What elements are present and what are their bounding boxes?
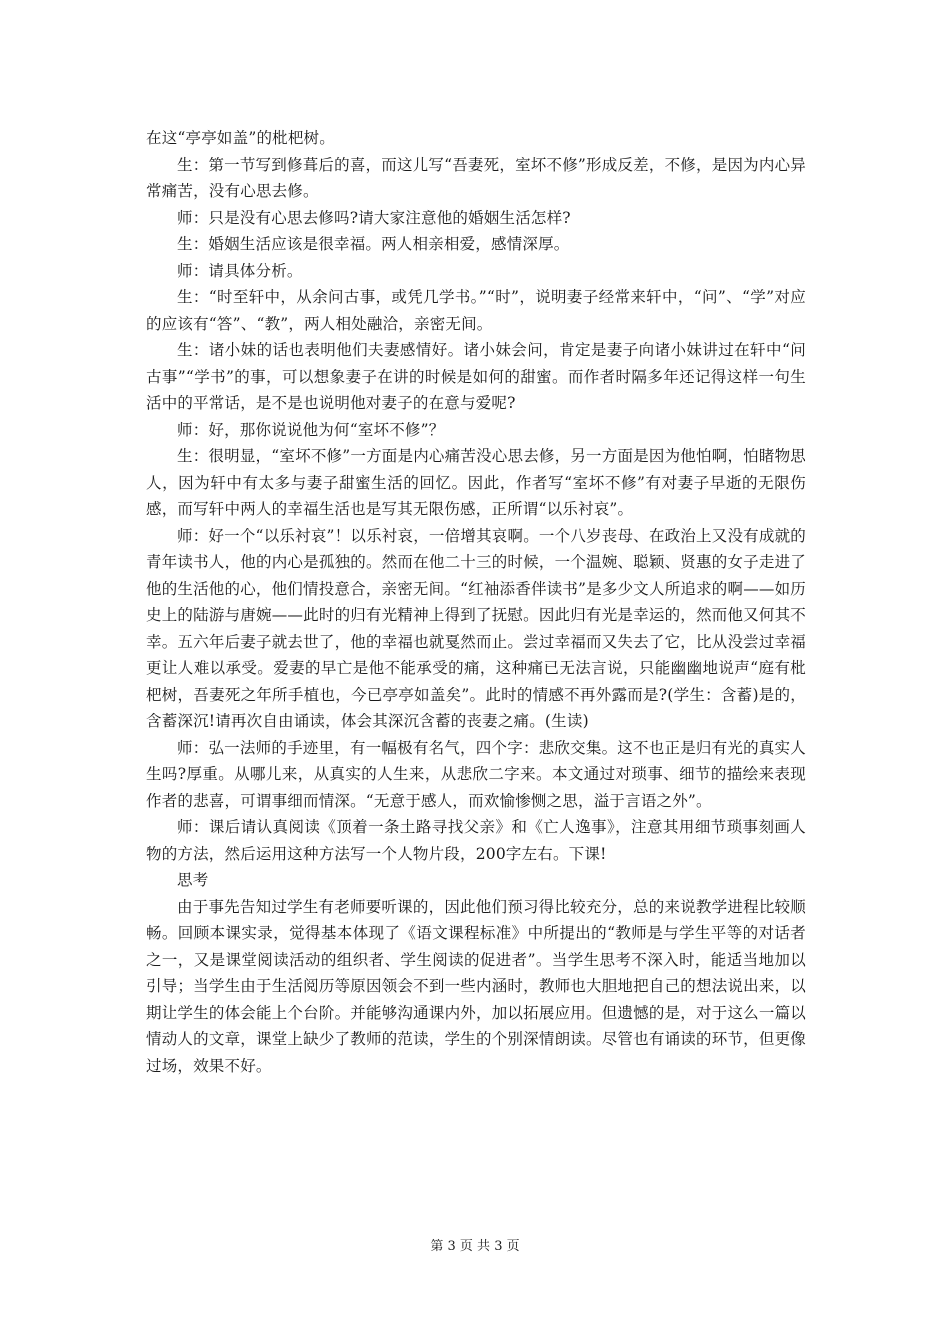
paragraph-5: 师：请具体分析。 xyxy=(177,261,303,280)
paragraph-12: 师：课后请认真阅读《顶着一条土路寻找父亲》和《亡人逸事》，注意其用细节琐事刻画人物的方法，然后运用这种方法写一个人物片段，200字左右。下课! xyxy=(146,818,806,863)
document-body xyxy=(146,125,806,1079)
paragraph-7: 生：诸小妹的话也表明他们夫妻感情好。诸小妹会问，肯定是妻子向诸小妹讲过在轩中“问古事”“学书”的事，可以想象妻子在讲的时候是如何的甜蜜。而作者时隔多年还记得这样一句生活中的平常话，是不是也说明他对妻子的在意与爱呢? xyxy=(146,341,806,412)
paragraph-2: 生：第一节写到修葺后的喜，而这儿写“吾妻死，室坏不修”形成反差，不修，是因为内心异常痛苦，没有心思去修。 xyxy=(146,155,806,200)
paragraph-9: 生：很明显，“室坏不修”一方面是内心痛苦没心思去修，另一方面是因为他怕啊，怕睹物思人，因为轩中有太多与妻子甜蜜生活的回忆。因此，作者写“室坏不修”有对妻子早逝的无限伤感，而写轩中两人的幸福生活也是写其无限伤感，正所谓“以乐衬哀”。 xyxy=(146,447,806,518)
paragraph-6: 生：“时至轩中，从余问古事，或凭几学书。”“时”，说明妻子经常来轩中，“问”、“学”对应的应该有“答”、“教”，两人相处融洽，亲密无间。 xyxy=(146,288,806,333)
page-footer xyxy=(0,1238,950,1256)
paragraph-1: 在这“亭亭如盖”的枇杷树。 xyxy=(146,129,335,147)
paragraph-3: 师：只是没有心思去修吗?请大家注意他的婚姻生活怎样? xyxy=(177,208,571,227)
paragraph-10: 师：好一个“以乐衬哀”！以乐衬哀，一倍增其哀啊。一个八岁丧母、在政治上又没有成就的青年读书人，他的内心是孤独的。然而在他二十三的时候，一个温婉、聪颖、贤惠的女子走进了他的生活他的心，他们情投意合，亲密无间。“红袖添香伴读书”是多少文人所追求的啊——如历史上的陆游与唐婉——此时的归有光精神上得到了抚慰。因此归有光是幸运的，然而他又何其不幸。五六年后妻子就去世了，他的幸福也就戛然而止。尝过幸福而又失去了它，比从没尝过幸福更让人难以承受。爱妻的早亡是他不能承受的痛，这种痛已无法言说，只能幽幽地说声“庭有枇杷树，吾妻死之年所手植也，今已亭亭如盖矣”。此时的情感不再外露而是?(学生：含蓄)是的，含蓄深沉!请再次自由诵读，体会其深沉含蓄的丧妻之痛。(生读) xyxy=(146,526,806,730)
paragraph-13: 由于事先告知过学生有老师要听课的，因此他们预习得比较充分，总的来说教学进程比较顺畅。回顾本课实录，觉得基本体现了《语文课程标准》中所提出的“教师是与学生平等的对话者之一，又是课堂阅读活动的组织者、学生阅读的促进者”。当学生思考不深入时，能适当地加以引导；当学生由于生活阅历等原因领会不到一些内涵时，教师也大胆地把自己的想法说出来，以期让学生的体会能上个台阶。并能够沟通课内外，加以拓展应用。但遗憾的是，对于这么一篇以情动人的文章，课堂上缺少了教师的范读，学生的个别深情朗读。尽管也有诵读的环节，但更像过场，效果不好。 xyxy=(146,897,806,1075)
paragraph-11: 师：弘一法师的手迹里，有一幅极有名气，四个字：悲欣交集。这不也正是归有光的真实人生吗?厚重。从哪儿来，从真实的人生来，从悲欣二字来。本文通过对琐事、细节的描绘来表现作者的悲喜，可谓事细而情深。“无意于感人，而欢愉惨恻之思，溢于言语之外”。 xyxy=(146,738,806,810)
page-number: 第 3 页 共 3 页 xyxy=(430,1239,520,1254)
paragraph-8: 师：好，那你说说他为何“室坏不修”？ xyxy=(177,420,445,439)
paragraph-4: 生：婚姻生活应该是很幸福。两人相亲相爱，感情深厚。 xyxy=(177,235,570,253)
section-heading-reflection: 思考 xyxy=(177,871,209,889)
